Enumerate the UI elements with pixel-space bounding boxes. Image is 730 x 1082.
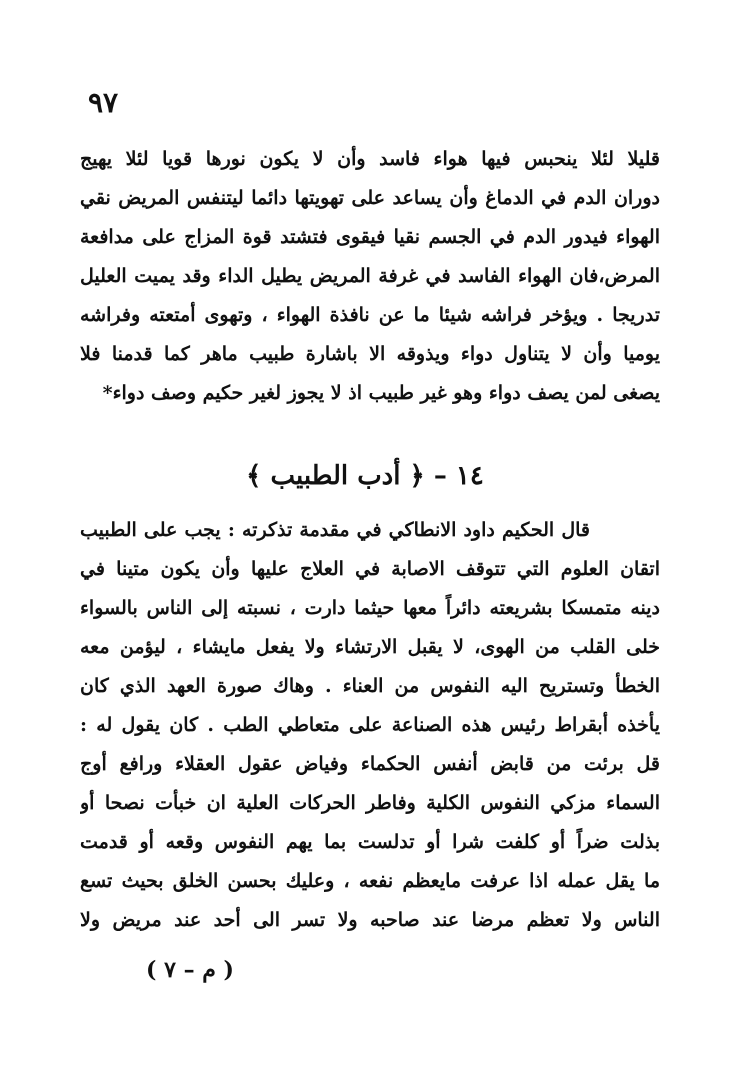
text-line: السماء مزكي النفوس الكلية وفاطر الحركات العلية ان خبأت نصحا أو bbox=[80, 792, 660, 814]
text-line: خلى القلب من الهوى، لا يقبل الارتشاء ولا يفعل مايشاء ، ليؤمن معه bbox=[80, 636, 660, 658]
text-line: بذلت ضراً أو كلفت شرا أو تدلست بما يهم النفوس وقعه أو قدمت bbox=[80, 831, 660, 853]
printer-signature: ( م – ٧ ) bbox=[146, 957, 234, 983]
page-number: ٩٧ bbox=[88, 86, 119, 119]
text-line: الناس ولا تعظم مرضا عند صاحبه ولا تسر الى أحد عند مريض ولا bbox=[80, 909, 660, 931]
text-line: الخطأ وتستريح اليه النفوس من العناء . وهاك صورة العهد الذي كان bbox=[80, 675, 660, 697]
text-line: قال الحكيم داود الانطاكي في مقدمة تذكرته : يجب على الطبيب bbox=[80, 519, 590, 541]
paragraph-patient-care bbox=[80, 140, 660, 413]
text-line: يأخذه أبقراط رئيس هذه الصناعة على متعاطي الطب . كان يقول له : bbox=[80, 714, 660, 736]
text-line: المرض،فان الهواء الفاسد في غرفة المريض يطيل الداء وقد يميت العليل bbox=[80, 265, 660, 287]
section-heading: ١٤ – ﴿ أدب الطبيب ﴾ bbox=[246, 461, 484, 491]
text-line: قل برئت من قابض أنفس الحكماء وفياض عقول العقلاء ورافع أوج bbox=[80, 753, 660, 775]
text-line: يوميا وأن لا يتناول دواء ويذوقه الا باشارة طبيب ماهر كما قدمنا فلا bbox=[80, 343, 660, 365]
text-line: يصغى لمن يصف دواء وهو غير طبيب اذ لا يجوز لغير حكيم وصف دواء* bbox=[102, 382, 660, 404]
text-line: تدريجا . ويؤخر فراشه شيئا ما عن نافذة الهواء ، وتهوى أمتعته وفراشه bbox=[80, 304, 660, 326]
text-line: ما يقل عمله اذا عرفت مايعظم نفعه ، وعليك بحسن الخلق بحيث تسع bbox=[80, 870, 660, 892]
text-line: قليلا لئلا ينحبس فيها هواء فاسد وأن لا يكون نورها قويا لئلا يهيج bbox=[80, 148, 660, 170]
text-line: دينه متمسكا بشريعته دائراً معها حيثما دارت ، نسبته إلى الناس بالسواء bbox=[80, 597, 660, 619]
paragraph-physician-etiquette bbox=[80, 511, 660, 940]
text-line: دوران الدم في الدماغ وأن يساعد على تهويتها دائما ليتنفس المريض نقي bbox=[80, 187, 660, 209]
text-line: اتقان العلوم التي تتوقف الاصابة في العلاج عليها وأن يكون متينا في bbox=[80, 558, 660, 580]
text-line: الهواء فيدور الدم في الجسم نقيا فيقوى فتشتد قوة المزاج على مدافعة bbox=[80, 226, 660, 248]
